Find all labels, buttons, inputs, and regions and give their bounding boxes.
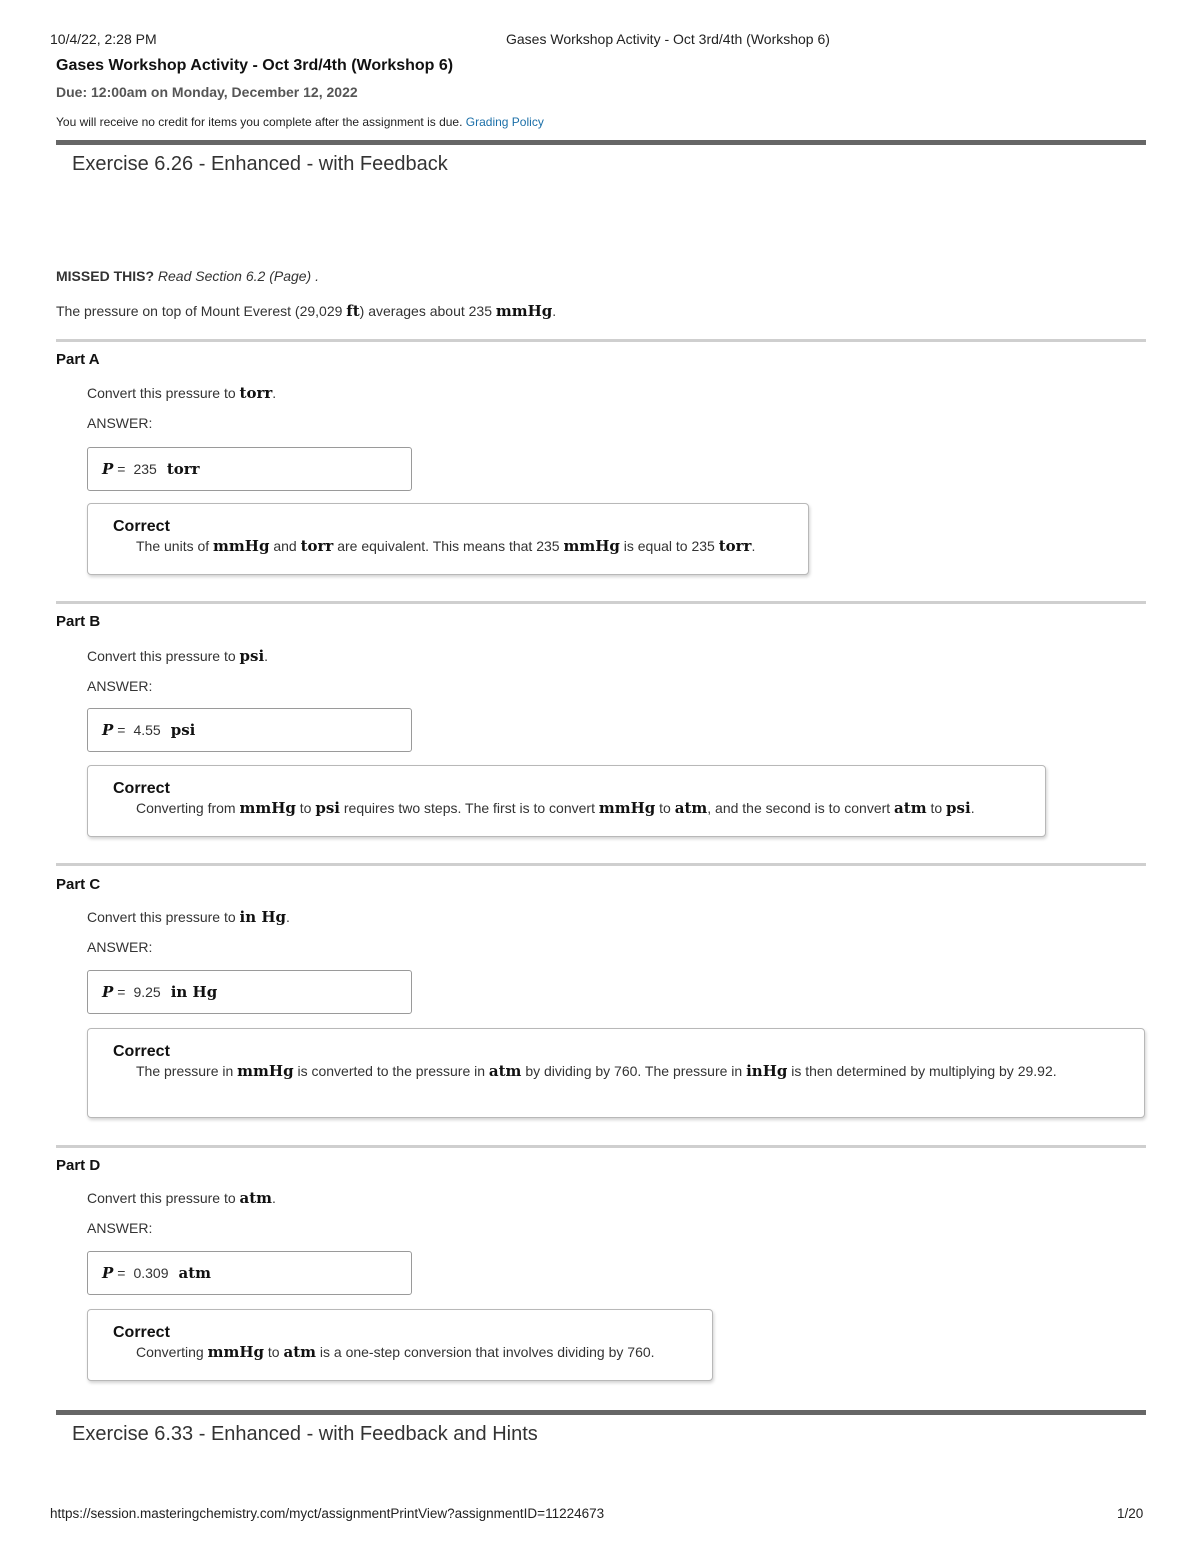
answer-unit: in Hg: [170, 983, 218, 1001]
answer-value: 4.55: [133, 722, 161, 738]
print-page-title: Gases Workshop Activity - Oct 3rd/4th (Workshop 6): [506, 31, 830, 47]
answer-unit: atm: [178, 1264, 212, 1282]
answer-label: ANSWER:: [87, 1220, 153, 1236]
feedback-text: The pressure in mmHg is converted to the pressure in atm by dividing by 760. The pressure in inHg is then determined by multiplying by 29.92.: [136, 1062, 1057, 1080]
answer-value: 9.25: [133, 984, 161, 1000]
part-a-feedback: [87, 503, 809, 575]
next-exercise-title: Exercise 6.33 - Enhanced - with Feedback and Hints: [72, 1423, 538, 1445]
prompt-text: Convert this pressure to: [87, 648, 236, 664]
prompt-unit: torr: [239, 384, 273, 402]
part-a-answer-field[interactable]: [87, 447, 412, 491]
exercise-divider: [56, 140, 1146, 145]
missed-this: [56, 268, 319, 284]
answer-equals: =: [117, 1265, 126, 1281]
part-b-answer-field[interactable]: [87, 708, 412, 752]
prompt-text: Convert this pressure to: [87, 1190, 236, 1206]
answer-value: 0.309: [133, 1265, 169, 1281]
late-notice: [56, 115, 544, 129]
part-divider: [56, 601, 1146, 604]
feedback-text: Converting mmHg to atm is a one-step conversion that involves dividing by 760.: [136, 1343, 655, 1361]
answer-label: ANSWER:: [87, 939, 153, 955]
part-divider: [56, 339, 1146, 342]
part-b-label: Part B: [56, 613, 101, 630]
prompt-unit: psi: [239, 647, 265, 665]
part-d-prompt: Convert this pressure to atm.: [87, 1189, 276, 1207]
feedback-text: Converting from mmHg to psi requires two steps. The first is to convert mmHg to atm, and the second is to convert atm to psi.: [136, 799, 975, 817]
answer-unit: torr: [166, 460, 200, 478]
print-datetime: 10/4/22, 2:28 PM: [50, 31, 157, 47]
prompt-text: Convert this pressure to: [87, 909, 236, 925]
statement-text: The pressure on top of Mount Everest (29,029: [56, 303, 343, 319]
part-d-label: Part D: [56, 1157, 101, 1174]
late-notice-text: You will receive no credit for items you complete after the assignment is due.: [56, 115, 463, 129]
problem-statement: [56, 302, 556, 320]
part-a-label: Part A: [56, 351, 100, 368]
answer-equals: =: [117, 722, 126, 738]
part-d-answer-field[interactable]: [87, 1251, 412, 1295]
part-b-prompt: Convert this pressure to psi.: [87, 647, 269, 665]
missed-read-section: Read Section 6.2 (Page) .: [157, 268, 320, 284]
exercise-title: Exercise 6.26 - Enhanced - with Feedback: [72, 153, 448, 175]
statement-text: .: [552, 303, 557, 319]
answer-label: ANSWER:: [87, 415, 153, 431]
print-page-number: 1/20: [1117, 1506, 1144, 1521]
exercise-divider: [56, 1410, 1146, 1415]
feedback-title: Correct: [113, 780, 170, 797]
answer-value: 235: [133, 461, 157, 477]
assignment-title: Gases Workshop Activity - Oct 3rd/4th (Workshop 6): [56, 57, 454, 74]
part-d-feedback: [87, 1309, 713, 1381]
part-b-feedback: [87, 765, 1046, 837]
prompt-text: Convert this pressure to: [87, 385, 236, 401]
answer-label: ANSWER:: [87, 678, 153, 694]
unit-mmhg: mmHg: [495, 302, 553, 320]
feedback-text: The units of mmHg and torr are equivalent. This means that 235 mmHg is equal to 235 torr.: [136, 537, 756, 555]
answer-variable: P: [102, 983, 114, 1001]
feedback-title: Correct: [113, 518, 170, 535]
prompt-unit: atm: [239, 1189, 273, 1207]
missed-label: MISSED THIS?: [56, 268, 155, 284]
print-url: https://session.masteringchemistry.com/myct/assignmentPrintView?assignmentID=11224673: [50, 1506, 605, 1521]
answer-equals: =: [117, 461, 126, 477]
due-date: Due: 12:00am on Monday, December 12, 2022: [56, 84, 358, 100]
answer-unit: psi: [170, 721, 196, 739]
prompt-unit: in Hg: [239, 908, 287, 926]
grading-policy-link[interactable]: Grading Policy: [465, 115, 544, 129]
answer-equals: =: [117, 984, 126, 1000]
part-a-prompt: Convert this pressure to torr.: [87, 384, 277, 402]
part-divider: [56, 863, 1146, 866]
answer-variable: P: [102, 1264, 114, 1282]
part-c-label: Part C: [56, 876, 101, 893]
part-divider: [56, 1145, 1146, 1148]
unit-ft: ft: [346, 302, 360, 320]
part-c-answer-field[interactable]: [87, 970, 412, 1014]
part-c-prompt: Convert this pressure to in Hg.: [87, 908, 290, 926]
answer-variable: P: [102, 460, 114, 478]
feedback-title: Correct: [113, 1043, 170, 1060]
part-c-feedback: [87, 1028, 1145, 1118]
answer-variable: P: [102, 721, 114, 739]
feedback-title: Correct: [113, 1324, 170, 1341]
statement-text: ) averages about 235: [359, 303, 492, 319]
